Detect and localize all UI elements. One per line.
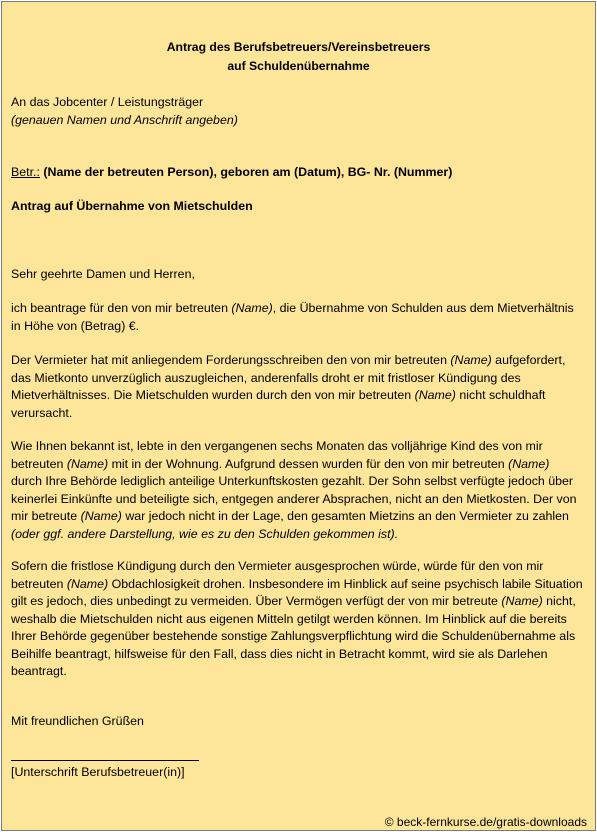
p4-text-c: nicht, weshalb die Mietschulden nicht aus eigenen Mitteln getilgt werden können. Im Hinblick auf die bereits Ihrer Behörde gegenüber bestehende sonstige Zahlungsverpflichtung wird die Schuldenübernahme als Beihilfe beantragt, hilfsweise für den Fall, dass dies nicht in Betracht kommt, wird sie als Darlehen beantragt. [11, 594, 576, 678]
document-title [2, 38, 595, 76]
title-line-2: auf Schuldenübernahme [227, 59, 370, 73]
subject-line [11, 164, 583, 182]
signature-line [11, 760, 199, 761]
p4-text-a: Sofern die fristlose Kündigung durch den Vermieter ausgesprochen würde, würde für den von mir betreuten [11, 559, 544, 591]
p4-name-2: (Name) [501, 594, 543, 608]
p3-name-2: (Name) [508, 456, 550, 471]
p3-text-b: mit in der Wohnung. Aufgrund dessen wurden für den von mir betreuten [108, 456, 509, 471]
antrag-heading: Antrag auf Übernahme von Mietschulden [11, 199, 253, 213]
p3-text-d: war jedoch nicht in der Lage, den gesamten Mietzins an den Vermieter zu zahlen [121, 509, 569, 523]
p2-text-c: nicht schuldhaft verursacht. [11, 388, 546, 420]
subject-text: (Name der betreuten Person), geboren am (Datum), BG- Nr. (Nummer) [43, 165, 453, 179]
p2-text-b: aufgefordert, das Mietkonto unverzüglich auszugleichen, anderenfalls droht er mit fristloser Kündigung des Mietverhältnisses. Die Mietschulden wurden durch den von mir betreuten [11, 353, 566, 402]
p3-text-c: durch Ihre Behörde lediglich anteilige Unterkunftskosten gezahlt. Der Sohn selbst verfügte jedoch über keinerlei Einkünfte und beteiligte sich, entgegen anderer Absprachen, nicht an den Mietkosten. Der von mir betreute [11, 474, 577, 523]
p3-name-3: (Name) [80, 509, 122, 523]
p2-text-a: Der Vermieter hat mit anliegendem Forderungsschreiben den von mir betreuten [11, 353, 451, 367]
closing: Mit freundlichen Grüßen [11, 714, 144, 728]
paragraph-2 [11, 352, 583, 422]
p3-text-a: Wie Ihnen bekannt ist, lebte in den vergangenen sechs Monaten das volljährige Kind des von mir betreuten [11, 439, 543, 471]
recipient-address [11, 94, 583, 129]
p4-text-b: Obdachlosigkeit drohen. Insbesondere im Hinblick auf seine psychisch labile Situation gilt es jedoch, dies unbedingt zu vermeiden. Über Vermögen verfügt der von mir betreute [11, 576, 583, 608]
p1-text-a: ich beantrage für den von mir betreuten [11, 301, 232, 315]
p2-name-1: (Name) [450, 353, 492, 367]
title-line-1: Antrag des Berufsbetreuers/Vereinsbetreuers [166, 40, 431, 54]
paragraph-3 [11, 438, 583, 543]
recipient-hint: (genauen Namen und Anschrift angeben) [11, 112, 238, 127]
letter-template [1, 1, 596, 831]
signature-placeholder: [Unterschrift Berufsbetreuer(in)] [11, 765, 185, 779]
recipient-line: An das Jobcenter / Leistungsträger [11, 95, 204, 109]
p3-name-1: (Name) [66, 456, 109, 471]
p1-text-b: , die Übernahme von Schulden aus dem Mietverhältnis in Höhe von (Betrag) €. [11, 301, 574, 333]
paragraph-4 [11, 558, 583, 681]
p2-name-2: (Name) [414, 388, 456, 402]
p4-name-1: (Name) [66, 576, 109, 591]
footer-credit: © beck-fernkurse.de/gratis-downloads [384, 815, 587, 829]
p1-name: (Name) [231, 301, 273, 315]
subject-label: Betr.: [11, 165, 40, 179]
paragraph-1 [11, 300, 583, 335]
salutation: Sehr geehrte Damen und Herren, [11, 267, 195, 281]
p3-note: (oder ggf. andere Darstellung, wie es zu den Schulden gekommen ist). [11, 526, 399, 541]
